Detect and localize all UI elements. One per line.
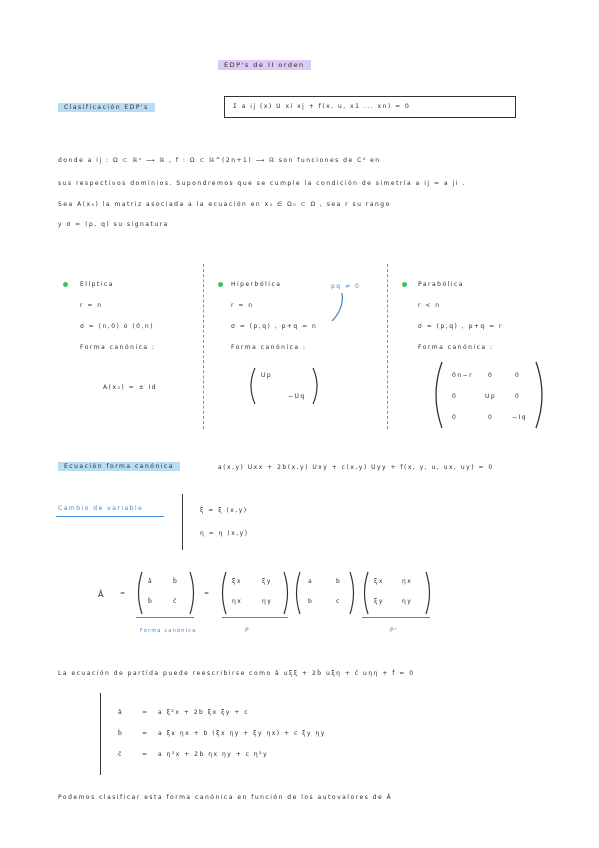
- parabolica-m23: 0: [515, 393, 521, 400]
- column-divider-2: [387, 264, 388, 429]
- system-bracket: [100, 693, 101, 775]
- class-name-parabolica: Parabólica: [418, 281, 464, 288]
- jac-t-22: ηy: [262, 598, 273, 605]
- page-title: EDP's de II orden: [218, 60, 311, 70]
- a-21: b: [308, 598, 314, 605]
- a-matrix-parens: [292, 570, 358, 616]
- class-name-eliptica: Elíptica: [80, 281, 114, 288]
- paragraph-line-3: Sea A(x₀) la matriz asociada a la ecuación en x₀ ∈ Ω₀ ⊂ Ω , sea r su rango: [58, 201, 391, 208]
- parabolica-m31: 0: [452, 414, 458, 421]
- jacobian-t-parens: [218, 570, 292, 616]
- jac-11: ξx: [374, 578, 384, 585]
- paragraph-line-2: sus respectivos dominios. Supondremos que se cumple la condición de simetría a ij = a ji .: [58, 180, 466, 187]
- system-r3-eq: =: [142, 751, 149, 758]
- footer-line: Podemos clasificar esta forma canónica en función de los autovalores de Â: [58, 794, 393, 801]
- hiperbolica-matrix-uq: −Uq: [288, 393, 306, 400]
- jac-t-11: ξx: [232, 578, 242, 585]
- hiperbolica-signature: σ = (p,q) , p+q = n: [231, 323, 318, 330]
- a-hat-underline: [136, 617, 194, 618]
- boxed-equation: [224, 96, 516, 118]
- jac-t-12: ξy: [262, 578, 272, 585]
- jac-underline: [362, 617, 430, 618]
- a-22: c: [336, 598, 341, 605]
- jac-21: ξy: [374, 598, 384, 605]
- hiperbolica-rank: r = n: [231, 302, 254, 309]
- jac-t-underline: [222, 617, 288, 618]
- parabolica-m33: −Iq: [512, 414, 528, 421]
- paragraph-line-1: donde a ij : Ω ⊂ ℝⁿ ⟶ ℝ , f : Ω ⊂ ℝ^(2n+1) ⟶ ℝ son funciones de C² en: [58, 157, 381, 164]
- a-hat-22: ĉ: [173, 598, 178, 605]
- parabolica-m32: 0: [488, 414, 494, 421]
- a-hat-12: b̂: [173, 578, 179, 585]
- label-p: P: [245, 627, 251, 634]
- change-variable-eta: η = η (x,y): [200, 530, 249, 537]
- change-variable-xi: ξ = ξ (x,y): [200, 507, 248, 514]
- parabolica-m13: 0: [515, 372, 521, 379]
- a-11: a: [308, 578, 314, 585]
- eliptica-signature: σ = (n,0) ó (0,n): [80, 323, 155, 330]
- rewrite-line: La ecuación de partida puede reescribirse como â uξξ + 2b̂ uξη + ĉ uηη + f̂ = 0: [58, 670, 415, 677]
- system-r3-lhs: ĉ: [118, 751, 123, 758]
- section-heading-forma-canonica: Ecuación forma canónica: [58, 462, 180, 471]
- bullet-eliptica: [63, 282, 68, 287]
- column-divider-1: [203, 264, 204, 429]
- system-r1-eq: =: [142, 709, 149, 716]
- hiperbolica-matrix-up: Up: [261, 372, 273, 379]
- eliptica-canonical-label: Forma canónica :: [80, 344, 156, 351]
- parabolica-signature: σ = (p,q) , p+q = r: [418, 323, 504, 330]
- system-r3-rhs: a η²x + 2b ηx ηy + c η²y: [158, 751, 269, 758]
- class-name-hiperbolica: Hiperbólica: [231, 281, 282, 288]
- matrix-eq-equals-2: =: [204, 590, 211, 597]
- parabolica-m12: 0: [488, 372, 494, 379]
- system-r2-eq: =: [142, 730, 149, 737]
- system-r2-lhs: b̂: [118, 730, 124, 737]
- change-variable-heading: Cambio de variable: [58, 505, 144, 512]
- jac-12: ηx: [402, 578, 413, 585]
- change-variable-bracket: [182, 494, 183, 550]
- second-order-equation: a(x,y) Uxx + 2b(x,y) Uxy + c(x,y) Uyy + f(x, y, u, ux, uy) = 0: [218, 464, 494, 471]
- bullet-parabolica: [402, 282, 407, 287]
- parabolica-m11: 0n−r: [452, 372, 474, 379]
- change-variable-underline: [56, 516, 164, 517]
- hiperbolica-canonical-label: Forma canónica :: [231, 344, 307, 351]
- parabolica-rank: r < n: [418, 302, 441, 309]
- eliptica-canonical-form: A(x₀) = ± Id: [103, 384, 158, 391]
- parabolica-canonical-label: Forma canónica :: [418, 344, 494, 351]
- note-arrow: [330, 291, 346, 323]
- bullet-hiperbolica: [218, 282, 223, 287]
- system-r1-rhs: a ξ²x + 2b ξx ξy + c: [158, 709, 250, 716]
- section-heading-clasificacion: Clasificación EDP's: [58, 103, 155, 112]
- parabolica-m21: 0: [452, 393, 458, 400]
- a-hat-matrix-parens: [134, 570, 198, 616]
- paragraph-line-4: y σ = (p, q) su signatura: [58, 221, 169, 228]
- hiperbolica-note: pq ≠ 0: [331, 283, 361, 290]
- eliptica-rank: r = n: [80, 302, 103, 309]
- a-hat-11: â: [148, 578, 154, 585]
- jac-22: ηy: [402, 598, 413, 605]
- label-forma-canonica: Forma canónica: [140, 628, 197, 634]
- hiperbolica-matrix-parens: [245, 366, 325, 406]
- matrix-eq-lhs: Â: [98, 590, 105, 599]
- label-p-transpose: Pᵗ: [390, 627, 399, 634]
- jac-t-21: ηx: [232, 598, 243, 605]
- a-hat-21: b̂: [148, 598, 154, 605]
- system-r1-lhs: â: [118, 709, 124, 716]
- parabolica-m22: Up: [485, 393, 497, 400]
- jacobian-parens: [360, 570, 434, 616]
- matrix-eq-equals-1: =: [120, 590, 127, 597]
- system-r2-rhs: a ξx ηx + b (ξx ηy + ξy ηx) + c ξy ηy: [158, 730, 326, 737]
- a-12: b: [336, 578, 342, 585]
- general-equation-text: Σ a ij (x) U xi xj + f(x, u, x1 ... xn) = 0: [233, 103, 411, 110]
